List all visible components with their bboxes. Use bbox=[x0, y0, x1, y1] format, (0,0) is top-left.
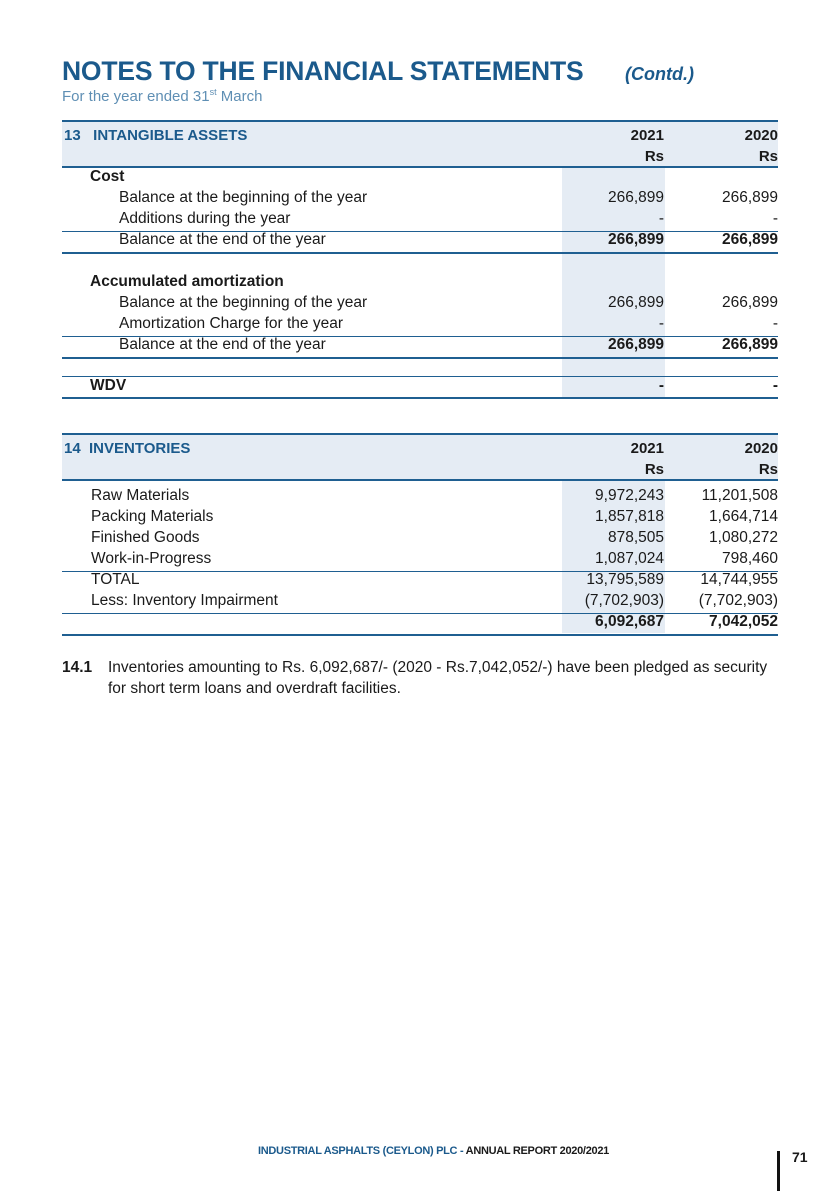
col-2021-year: 2021 bbox=[630, 127, 664, 144]
footer-report: ANNUAL REPORT 2020/2021 bbox=[465, 1145, 609, 1157]
row-label: Raw Materials bbox=[91, 487, 190, 504]
col-2021-unit: Rs bbox=[644, 461, 664, 478]
col-2021-year: 2021 bbox=[630, 440, 664, 457]
inventories-table bbox=[62, 433, 778, 638]
value-2021: 266,899 bbox=[607, 189, 664, 206]
page-footer bbox=[258, 1145, 609, 1157]
value-2021: 1,087,024 bbox=[595, 550, 664, 567]
row-label: Balance at the beginning of the year bbox=[119, 294, 368, 311]
subtitle-superscript: st bbox=[209, 87, 217, 97]
value-2020: 266,899 bbox=[721, 231, 778, 248]
divider-thick bbox=[62, 252, 778, 254]
value-2021: - bbox=[658, 210, 664, 227]
row-label: Amortization Charge for the year bbox=[119, 315, 343, 332]
value-2021: 878,505 bbox=[607, 529, 664, 546]
value-2021: 266,899 bbox=[607, 231, 664, 248]
value-2021: 13,795,589 bbox=[586, 571, 664, 588]
intangible-assets-table bbox=[62, 120, 778, 405]
note-text: Inventories amounting to Rs. 6,092,687/- (2020 - Rs.7,042,052/-) have been pledged as security for short term loans and overdraft facilities. bbox=[108, 659, 768, 697]
row-label: TOTAL bbox=[91, 571, 140, 588]
value-2021: 266,899 bbox=[607, 336, 664, 353]
value-2021: 6,092,687 bbox=[595, 613, 664, 630]
footer-separator: - bbox=[457, 1145, 466, 1157]
value-2020: 798,460 bbox=[721, 550, 778, 567]
row-label: WDV bbox=[90, 377, 127, 394]
col-2020-unit: Rs bbox=[758, 461, 778, 478]
subtitle-text-end: March bbox=[216, 88, 263, 105]
row-label: Work-in-Progress bbox=[91, 550, 212, 567]
page-title-suffix: (Contd.) bbox=[625, 64, 694, 84]
row-label: Finished Goods bbox=[91, 529, 200, 546]
section-heading: 13 INTANGIBLE ASSETS bbox=[64, 127, 248, 144]
col-2020-year: 2020 bbox=[744, 127, 778, 144]
row-label: Less: Inventory Impairment bbox=[91, 592, 278, 609]
value-2020: 7,042,052 bbox=[709, 613, 778, 630]
table-row-subtotal bbox=[62, 335, 778, 356]
divider-thick bbox=[62, 397, 778, 399]
group-label: Cost bbox=[90, 168, 125, 185]
page-number: 71 bbox=[792, 1149, 808, 1165]
group-label: Accumulated amortization bbox=[90, 273, 284, 290]
value-2020: - bbox=[772, 210, 778, 227]
page-number-bar bbox=[777, 1151, 780, 1191]
table-row bbox=[62, 507, 778, 528]
value-2020: - bbox=[772, 315, 778, 332]
table-row-impairment bbox=[62, 591, 778, 612]
value-2020: 266,899 bbox=[721, 336, 778, 353]
value-2020: (7,702,903) bbox=[698, 592, 778, 609]
table-row bbox=[62, 314, 778, 335]
row-label: Additions during the year bbox=[119, 210, 291, 227]
row-label: Packing Materials bbox=[91, 508, 214, 525]
row-label: Balance at the end of the year bbox=[119, 231, 326, 248]
row-label: Balance at the end of the year bbox=[119, 336, 326, 353]
value-2021: 9,972,243 bbox=[595, 487, 664, 504]
table-row-net bbox=[62, 612, 778, 633]
divider-thick bbox=[62, 634, 778, 636]
value-2021: (7,702,903) bbox=[584, 592, 664, 609]
subtitle-text: For the year ended 31 bbox=[62, 88, 210, 105]
value-2021: 266,899 bbox=[607, 294, 664, 311]
table-header bbox=[62, 120, 778, 168]
table-row-total bbox=[62, 570, 778, 591]
value-2020: 266,899 bbox=[721, 189, 778, 206]
table-header bbox=[62, 433, 778, 481]
cost-group-label-row bbox=[62, 167, 778, 188]
table-row bbox=[62, 188, 778, 209]
value-2020: 11,201,508 bbox=[701, 487, 778, 504]
value-2021: 1,857,818 bbox=[595, 508, 664, 525]
page-subtitle bbox=[62, 88, 262, 105]
table-row bbox=[62, 528, 778, 549]
table-row bbox=[62, 549, 778, 570]
col-2021-unit: Rs bbox=[644, 148, 664, 165]
value-2020: 266,899 bbox=[721, 294, 778, 311]
table-row-subtotal bbox=[62, 230, 778, 251]
value-2021: - bbox=[658, 377, 664, 394]
table-row bbox=[62, 293, 778, 314]
wdv-row bbox=[62, 376, 778, 397]
section-heading: 14 INVENTORIES bbox=[64, 440, 191, 457]
value-2020: - bbox=[772, 377, 778, 394]
footer-company: INDUSTRIAL ASPHALTS (CEYLON) PLC bbox=[258, 1145, 458, 1157]
value-2020: 14,744,955 bbox=[700, 571, 778, 588]
divider-thick bbox=[62, 357, 778, 359]
amortization-group-label-row bbox=[62, 272, 778, 293]
note-number: 14.1 bbox=[62, 659, 93, 676]
value-2020: 1,664,714 bbox=[709, 508, 778, 525]
col-2020-year: 2020 bbox=[744, 440, 778, 457]
table-row bbox=[62, 209, 778, 230]
value-2020: 1,080,272 bbox=[709, 529, 778, 546]
col-2020-unit: Rs bbox=[758, 148, 778, 165]
row-label: Balance at the beginning of the year bbox=[119, 189, 368, 206]
table-row bbox=[62, 486, 778, 507]
value-2021: - bbox=[658, 315, 664, 332]
page-title: NOTES TO THE FINANCIAL STATEMENTS bbox=[62, 56, 584, 86]
